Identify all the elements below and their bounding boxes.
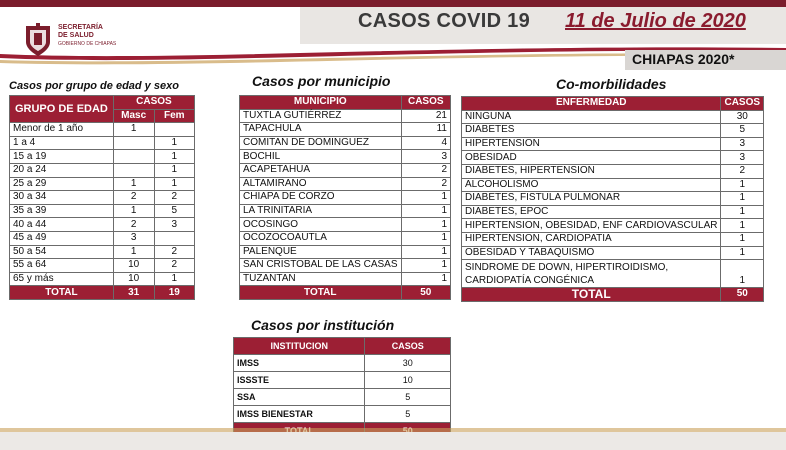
- municipio-casos-cell: 11: [401, 123, 451, 137]
- age-group-cell: 15 a 19: [10, 150, 114, 164]
- table-row: [10, 272, 195, 286]
- comorb-last-name: [462, 260, 721, 288]
- comorb-casos-cell: 30: [721, 110, 764, 124]
- fem-cell: 1: [154, 163, 195, 177]
- table-row: [240, 204, 451, 218]
- municipio-name-cell: OCOSINGO: [240, 218, 402, 232]
- fem-cell: [154, 123, 195, 137]
- masc-header: Masc: [113, 109, 154, 123]
- institution-table: [233, 337, 451, 440]
- header-top-stripe: [0, 0, 786, 7]
- institucion-name-cell: IMSS BIENESTAR: [234, 406, 365, 423]
- masc-cell: [113, 150, 154, 164]
- table-row: [462, 164, 764, 178]
- institucion-casos-cell: 10: [365, 372, 451, 389]
- report-date: 11 de Julio de 2020: [565, 10, 746, 32]
- fem-cell: 2: [154, 191, 195, 205]
- age-casos-header: CASOS: [113, 96, 194, 110]
- institucion-casos-cell: 30: [365, 355, 451, 372]
- fem-cell: 5: [154, 204, 195, 218]
- municipio-name-cell: ALTAMIRANO: [240, 177, 402, 191]
- municipio-casos-cell: 21: [401, 109, 451, 123]
- table-row: [462, 192, 764, 206]
- comorb-name-cell: DIABETES, EPOC: [462, 205, 721, 219]
- masc-cell: 1: [113, 123, 154, 137]
- table-row: [234, 406, 451, 423]
- municipio-name-cell: ACAPETAHUA: [240, 163, 402, 177]
- comorb-casos-cell: 2: [721, 164, 764, 178]
- table-row: [240, 163, 451, 177]
- masc-cell: 10: [113, 259, 154, 273]
- age-group-cell: 45 a 49: [10, 231, 114, 245]
- org-line2: DE SALUD: [58, 32, 94, 39]
- age-group-cell: 1 a 4: [10, 136, 114, 150]
- page-title: CASOS COVID 19: [358, 10, 531, 32]
- table-row: [10, 177, 195, 191]
- masc-cell: [113, 136, 154, 150]
- fem-cell: 2: [154, 245, 195, 259]
- comorb-casos-cell: 3: [721, 151, 764, 165]
- comorb-last-line1: SINDROME DE DOWN, HIPERTIROIDISMO,: [465, 261, 669, 273]
- table-row: [240, 259, 451, 273]
- org-line3: GOBIERNO DE CHIAPAS: [58, 41, 117, 47]
- table-row: [240, 136, 451, 150]
- institucion-header: INSTITUCION: [234, 338, 365, 355]
- municipio-name-cell: PALENQUE: [240, 245, 402, 259]
- comorb-casos-cell: 1: [721, 219, 764, 233]
- org-line1: SECRETARÍA: [58, 24, 103, 31]
- comorb-casos-cell: 1: [721, 232, 764, 246]
- municipio-casos-cell: 1: [401, 245, 451, 259]
- table-row: [10, 218, 195, 232]
- municipio-casos-cell: 1: [401, 191, 451, 205]
- table-row: [462, 246, 764, 260]
- comorbidities-table: [461, 96, 764, 302]
- fem-cell: 1: [154, 272, 195, 286]
- age-group-cell: 40 a 44: [10, 218, 114, 232]
- table-row: [240, 191, 451, 205]
- municipio-section-title: Casos por municipio: [252, 73, 391, 89]
- fem-cell: 1: [154, 136, 195, 150]
- masc-cell: [113, 163, 154, 177]
- municipality-table: [239, 95, 451, 300]
- table-row: [240, 218, 451, 232]
- table-row: [240, 150, 451, 164]
- municipio-casos-cell: 4: [401, 136, 451, 150]
- municipio-casos-cell: 2: [401, 163, 451, 177]
- institucion-name-cell: SSA: [234, 389, 365, 406]
- comorb-name-cell: ALCOHOLISMO: [462, 178, 721, 192]
- fem-header: Fem: [154, 109, 195, 123]
- age-group-cell: 50 a 54: [10, 245, 114, 259]
- table-row: [240, 123, 451, 137]
- age-group-cell: Menor de 1 año: [10, 123, 114, 137]
- municipio-casos-cell: 1: [401, 272, 451, 286]
- municipio-name-cell: TUXTLA GUTIÉRREZ: [240, 109, 402, 123]
- comorb-name-cell: DIABETES, HIPERTENSION: [462, 164, 721, 178]
- table-row: [240, 109, 451, 123]
- fem-cell: 2: [154, 259, 195, 273]
- municipio-total-label: TOTAL: [240, 286, 402, 300]
- comorb-casos-cell: 1: [721, 246, 764, 260]
- table-row: [240, 272, 451, 286]
- municipio-casos-cell: 3: [401, 150, 451, 164]
- age-group-cell: 55 a 64: [10, 259, 114, 273]
- comorb-name-cell: HIPERTENSION, CARDIOPATIA: [462, 232, 721, 246]
- age-group-cell: 65 y más: [10, 272, 114, 286]
- table-row: [462, 137, 764, 151]
- age-group-cell: 35 a 39: [10, 204, 114, 218]
- institucion-name-cell: IMSS: [234, 355, 365, 372]
- table-row: [10, 231, 195, 245]
- municipio-casos-cell: 1: [401, 204, 451, 218]
- comorb-casos-cell: 5: [721, 124, 764, 138]
- age-group-header: GRUPO DE EDAD: [10, 96, 114, 123]
- table-row: [462, 151, 764, 165]
- table-row: [462, 124, 764, 138]
- municipio-casos-cell: 1: [401, 231, 451, 245]
- enfermedad-header: ENFERMEDAD: [462, 97, 721, 111]
- institucion-casos-header: CASOS: [365, 338, 451, 355]
- age-total-label: TOTAL: [10, 286, 114, 300]
- table-row: [462, 205, 764, 219]
- age-group-cell: 20 a 24: [10, 163, 114, 177]
- age-total-masc: 31: [113, 286, 154, 300]
- table-row: [240, 231, 451, 245]
- fem-cell: 3: [154, 218, 195, 232]
- comorb-name-cell: DIABETES, FISTULA PULMONAR: [462, 192, 721, 206]
- comorb-section-title: Co-morbilidades: [556, 76, 667, 92]
- edad-section-title: Casos por grupo de edad y sexo: [9, 80, 179, 92]
- masc-cell: 2: [113, 191, 154, 205]
- comorb-last-casos: 1: [721, 260, 764, 288]
- table-row: [234, 389, 451, 406]
- municipio-casos-cell: 1: [401, 218, 451, 232]
- masc-cell: 3: [113, 231, 154, 245]
- institucion-name-cell: ISSSTE: [234, 372, 365, 389]
- municipio-name-cell: CHIAPA DE CORZO: [240, 191, 402, 205]
- comorb-casos-cell: 1: [721, 205, 764, 219]
- municipio-total-value: 50: [401, 286, 451, 300]
- age-total-fem: 19: [154, 286, 195, 300]
- table-row: [462, 110, 764, 124]
- table-row: [234, 355, 451, 372]
- org-logo-text: [58, 24, 116, 48]
- table-row: [10, 123, 195, 137]
- comorb-last-line2: CARDIOPATÍA CONGÉNICA: [465, 274, 595, 286]
- table-row: [10, 245, 195, 259]
- institucion-casos-cell: 5: [365, 406, 451, 423]
- age-group-cell: 25 a 29: [10, 177, 114, 191]
- comorb-total-row: [462, 288, 764, 302]
- table-row: [462, 232, 764, 246]
- comorb-casos-cell: 1: [721, 192, 764, 206]
- municipio-name-cell: LA TRINITARIA: [240, 204, 402, 218]
- comorb-casos-cell: 1: [721, 178, 764, 192]
- institucion-casos-cell: 5: [365, 389, 451, 406]
- age-sex-table: [9, 95, 195, 300]
- comorb-casos-header: CASOS: [721, 97, 764, 111]
- municipio-header: MUNICIPIO: [240, 96, 402, 110]
- comorb-name-cell: HIPERTENSION, OBESIDAD, ENF CARDIOVASCULAR: [462, 219, 721, 233]
- municipio-name-cell: OCOZOCOAUTLA: [240, 231, 402, 245]
- comorb-total-label: TOTAL: [462, 288, 721, 302]
- masc-cell: 10: [113, 272, 154, 286]
- comorb-total-value: 50: [721, 288, 764, 302]
- table-row: [462, 260, 764, 288]
- masc-cell: 1: [113, 177, 154, 191]
- masc-cell: 1: [113, 204, 154, 218]
- footer-bar: [0, 432, 786, 450]
- comorb-casos-cell: 3: [721, 137, 764, 151]
- table-row: [10, 259, 195, 273]
- table-row: [240, 177, 451, 191]
- comorb-name-cell: DIABETES: [462, 124, 721, 138]
- fem-cell: 1: [154, 150, 195, 164]
- municipio-casos-header: CASOS: [401, 96, 451, 110]
- table-row: [10, 191, 195, 205]
- age-group-cell: 30 a 34: [10, 191, 114, 205]
- comorb-name-cell: OBESIDAD Y TABAQUISMO: [462, 246, 721, 260]
- table-row: [10, 150, 195, 164]
- municipio-name-cell: SAN CRISTOBAL DE LAS CASAS: [240, 259, 402, 273]
- table-row: [234, 372, 451, 389]
- municipio-name-cell: TUZANTAN: [240, 272, 402, 286]
- table-row: [10, 136, 195, 150]
- fem-cell: 1: [154, 177, 195, 191]
- government-seal-icon: [22, 22, 54, 58]
- table-row: [462, 219, 764, 233]
- municipio-total-row: [240, 286, 451, 300]
- municipio-name-cell: COMITAN DE DOMINGUEZ: [240, 136, 402, 150]
- municipio-name-cell: BOCHIL: [240, 150, 402, 164]
- masc-cell: 2: [113, 218, 154, 232]
- comorb-name-cell: HIPERTENSION: [462, 137, 721, 151]
- masc-cell: 1: [113, 245, 154, 259]
- comorb-name-cell: OBESIDAD: [462, 151, 721, 165]
- table-row: [240, 245, 451, 259]
- age-total-row: [10, 286, 195, 300]
- table-row: [10, 163, 195, 177]
- municipio-casos-cell: 1: [401, 259, 451, 273]
- comorb-name-cell: NINGUNA: [462, 110, 721, 124]
- fem-cell: [154, 231, 195, 245]
- municipio-casos-cell: 2: [401, 177, 451, 191]
- region-label: CHIAPAS 2020*: [632, 51, 735, 67]
- table-row: [10, 204, 195, 218]
- municipio-name-cell: TAPACHULA: [240, 123, 402, 137]
- table-row: [462, 178, 764, 192]
- institucion-section-title: Casos por institución: [251, 317, 395, 333]
